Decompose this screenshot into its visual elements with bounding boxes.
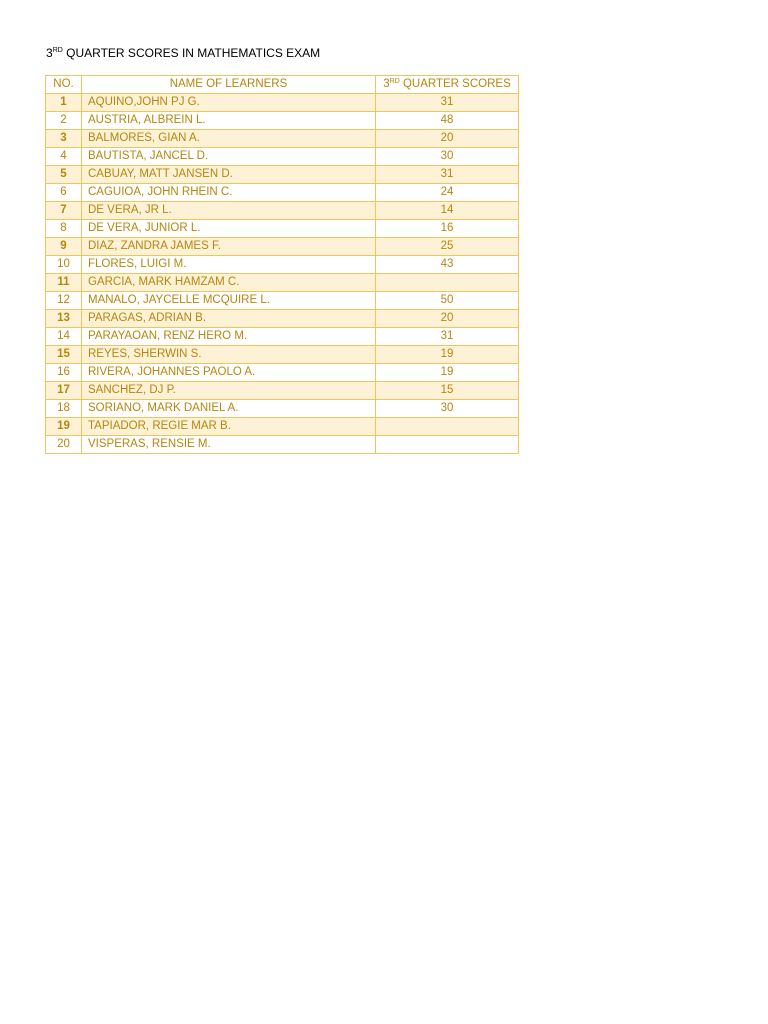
table-row	[46, 148, 519, 166]
table-row	[46, 256, 519, 274]
document-title	[46, 46, 320, 60]
learner-name: SORIANO, MARK DANIEL A.	[82, 400, 376, 418]
learner-name: PARAGAS, ADRIAN B.	[82, 310, 376, 328]
row-number: 16	[46, 364, 82, 382]
row-number: 14	[46, 328, 82, 346]
title-superscript: RD	[52, 47, 63, 54]
learner-score: 24	[376, 184, 519, 202]
row-number: 19	[46, 418, 82, 436]
learner-name: FLORES, LUIGI M.	[82, 256, 376, 274]
table-row	[46, 130, 519, 148]
learner-score: 43	[376, 256, 519, 274]
table-row	[46, 184, 519, 202]
header-score-prefix: 3	[383, 78, 390, 90]
learner-score	[376, 274, 519, 292]
table-row	[46, 346, 519, 364]
table-row	[46, 238, 519, 256]
learner-name: REYES, SHERWIN S.	[82, 346, 376, 364]
learner-score: 20	[376, 310, 519, 328]
row-number: 5	[46, 166, 82, 184]
table-row	[46, 112, 519, 130]
table-row	[46, 274, 519, 292]
learner-name: AUSTRIA, ALBREIN L.	[82, 112, 376, 130]
learner-name: GARCIA, MARK HAMZAM C.	[82, 274, 376, 292]
learner-name: BALMORES, GIAN A.	[82, 130, 376, 148]
table-row	[46, 202, 519, 220]
row-number: 1	[46, 94, 82, 112]
learner-score	[376, 436, 519, 454]
header-score-rest: QUARTER SCORES	[399, 78, 511, 90]
table-row	[46, 400, 519, 418]
learner-score: 20	[376, 130, 519, 148]
learner-score: 14	[376, 202, 519, 220]
learner-name: SANCHEZ, DJ P.	[82, 382, 376, 400]
table-header-row	[46, 76, 519, 94]
learner-score: 25	[376, 238, 519, 256]
learner-score	[376, 418, 519, 436]
row-number: 6	[46, 184, 82, 202]
learner-score: 31	[376, 328, 519, 346]
learner-score: 19	[376, 346, 519, 364]
table-row	[46, 328, 519, 346]
learner-name: VISPERAS, RENSIE M.	[82, 436, 376, 454]
learner-name: MANALO, JAYCELLE MCQUIRE L.	[82, 292, 376, 310]
table-row	[46, 436, 519, 454]
header-no: NO.	[46, 76, 82, 94]
learner-score: 30	[376, 400, 519, 418]
title-rest: QUARTER SCORES IN MATHEMATICS EXAM	[62, 46, 321, 60]
row-number: 13	[46, 310, 82, 328]
table-row	[46, 166, 519, 184]
learner-score: 48	[376, 112, 519, 130]
row-number: 12	[46, 292, 82, 310]
table-row	[46, 292, 519, 310]
row-number: 15	[46, 346, 82, 364]
table-row	[46, 94, 519, 112]
table-row	[46, 382, 519, 400]
header-name: NAME OF LEARNERS	[82, 76, 376, 94]
learner-score: 30	[376, 148, 519, 166]
title-prefix: 3	[46, 46, 53, 60]
table-row	[46, 220, 519, 238]
table-row	[46, 310, 519, 328]
learner-score: 31	[376, 94, 519, 112]
table-body	[46, 94, 519, 454]
row-number: 8	[46, 220, 82, 238]
row-number: 11	[46, 274, 82, 292]
learner-name: RIVERA, JOHANNES PAOLO A.	[82, 364, 376, 382]
learner-score: 15	[376, 382, 519, 400]
header-score	[376, 76, 519, 94]
row-number: 10	[46, 256, 82, 274]
table-row	[46, 364, 519, 382]
row-number: 18	[46, 400, 82, 418]
learner-score: 16	[376, 220, 519, 238]
learner-name: CABUAY, MATT JANSEN D.	[82, 166, 376, 184]
row-number: 2	[46, 112, 82, 130]
row-number: 9	[46, 238, 82, 256]
learner-name: DIAZ, ZANDRA JAMES F.	[82, 238, 376, 256]
scores-table	[45, 75, 519, 454]
row-number: 3	[46, 130, 82, 148]
learner-name: CAGUIOA, JOHN RHEIN C.	[82, 184, 376, 202]
table-row	[46, 418, 519, 436]
learner-name: TAPIADOR, REGIE MAR B.	[82, 418, 376, 436]
learner-name: DE VERA, JR L.	[82, 202, 376, 220]
learner-name: PARAYAOAN, RENZ HERO M.	[82, 328, 376, 346]
learner-score: 19	[376, 364, 519, 382]
learner-name: BAUTISTA, JANCEL D.	[82, 148, 376, 166]
learner-name: AQUINO,JOHN PJ G.	[82, 94, 376, 112]
header-score-superscript: RD	[389, 78, 400, 85]
row-number: 17	[46, 382, 82, 400]
learner-score: 31	[376, 166, 519, 184]
row-number: 7	[46, 202, 82, 220]
row-number: 4	[46, 148, 82, 166]
learner-score: 50	[376, 292, 519, 310]
learner-name: DE VERA, JUNIOR L.	[82, 220, 376, 238]
row-number: 20	[46, 436, 82, 454]
